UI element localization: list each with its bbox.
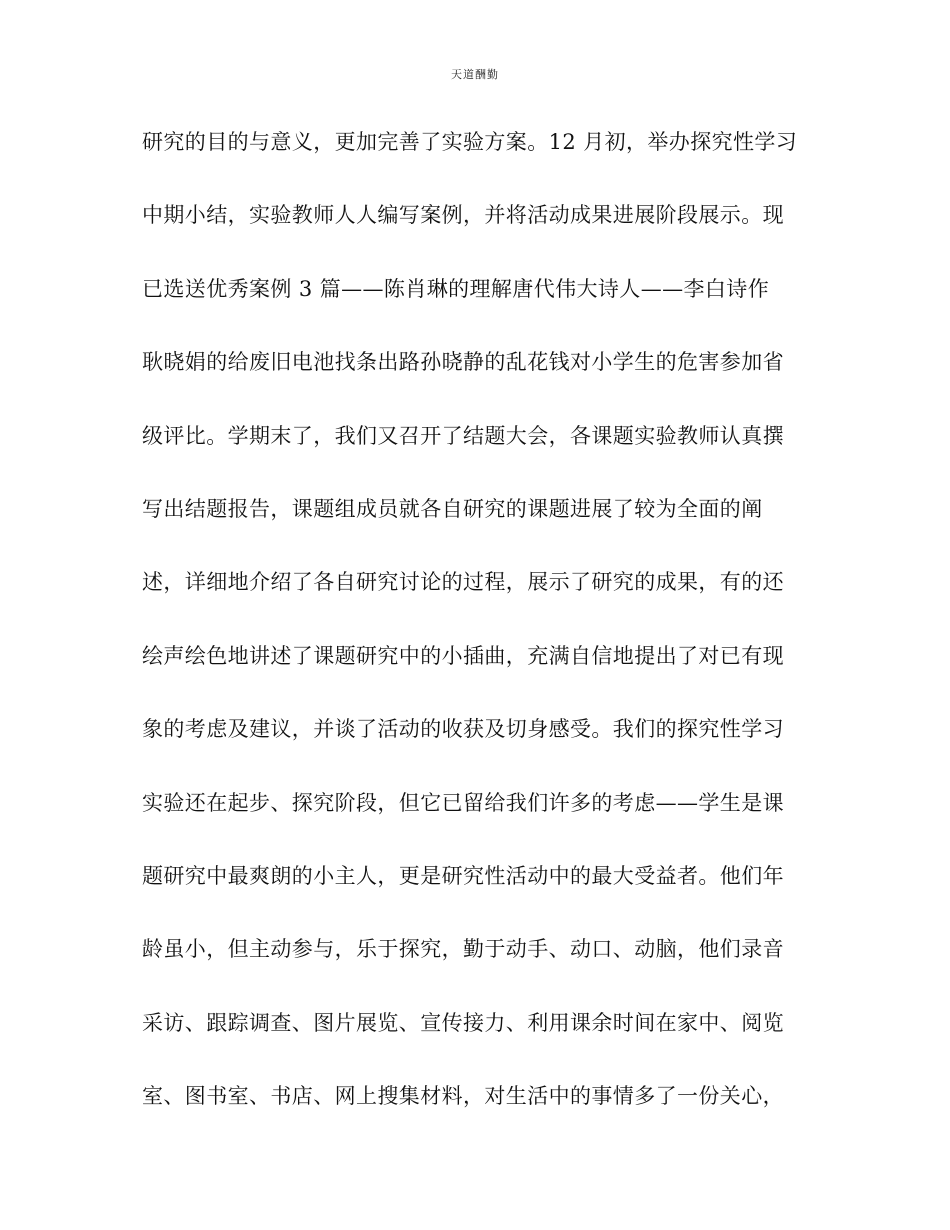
- text-line: 绘声绘色地讲述了课题研究中的小插曲，充满自信地提出了对已有现: [142, 643, 784, 668]
- document-body: [142, 119, 822, 1146]
- text-line: 中期小结，实验教师人人编写案例，并将活动成果进展阶段展示。现: [142, 203, 784, 228]
- text-line: 龄虽小，但主动参与，乐于探究，勤于动手、动口、动脑，他们录音: [142, 937, 784, 962]
- text-line: 述，详细地介绍了各自研究讨论的过程，展示了研究的成果，有的还: [142, 570, 784, 595]
- text-line: 研究的目的与意义，更加完善了实验方案。12 月初，举办探究性学习: [142, 130, 798, 154]
- text-line: 象的考虑及建议，并谈了活动的收获及切身感受。我们的探究性学习: [142, 717, 784, 742]
- text-line: 采访、跟踪调查、图片展览、宣传接力、利用课余时间在家中、阅览: [142, 1010, 784, 1035]
- text-line: 耿晓娟的给废旧电池找条出路孙晓静的乱花钱对小学生的危害参加省: [142, 350, 784, 375]
- text-line: 已选送优秀案例 3 篇——陈肖琳的理解唐代伟大诗人——李白诗作: [142, 276, 770, 301]
- text-line: 题研究中最爽朗的小主人，更是研究性活动中的最大受益者。他们年: [142, 863, 784, 888]
- text-line: 实验还在起步、探究阶段，但它已留给我们许多的考虑——学生是课: [142, 790, 784, 815]
- text-line: 室、图书室、书店、网上搜集材料，对生活中的事情多了一份关心，: [142, 1084, 784, 1109]
- page-header: 天道酬勤: [451, 68, 499, 81]
- text-line: 写出结题报告，课题组成员就各自研究的课题进展了较为全面的阐: [142, 496, 763, 521]
- text-line: 级评比。学期末了，我们又召开了结题大会，各课题实验教师认真撰: [142, 423, 784, 448]
